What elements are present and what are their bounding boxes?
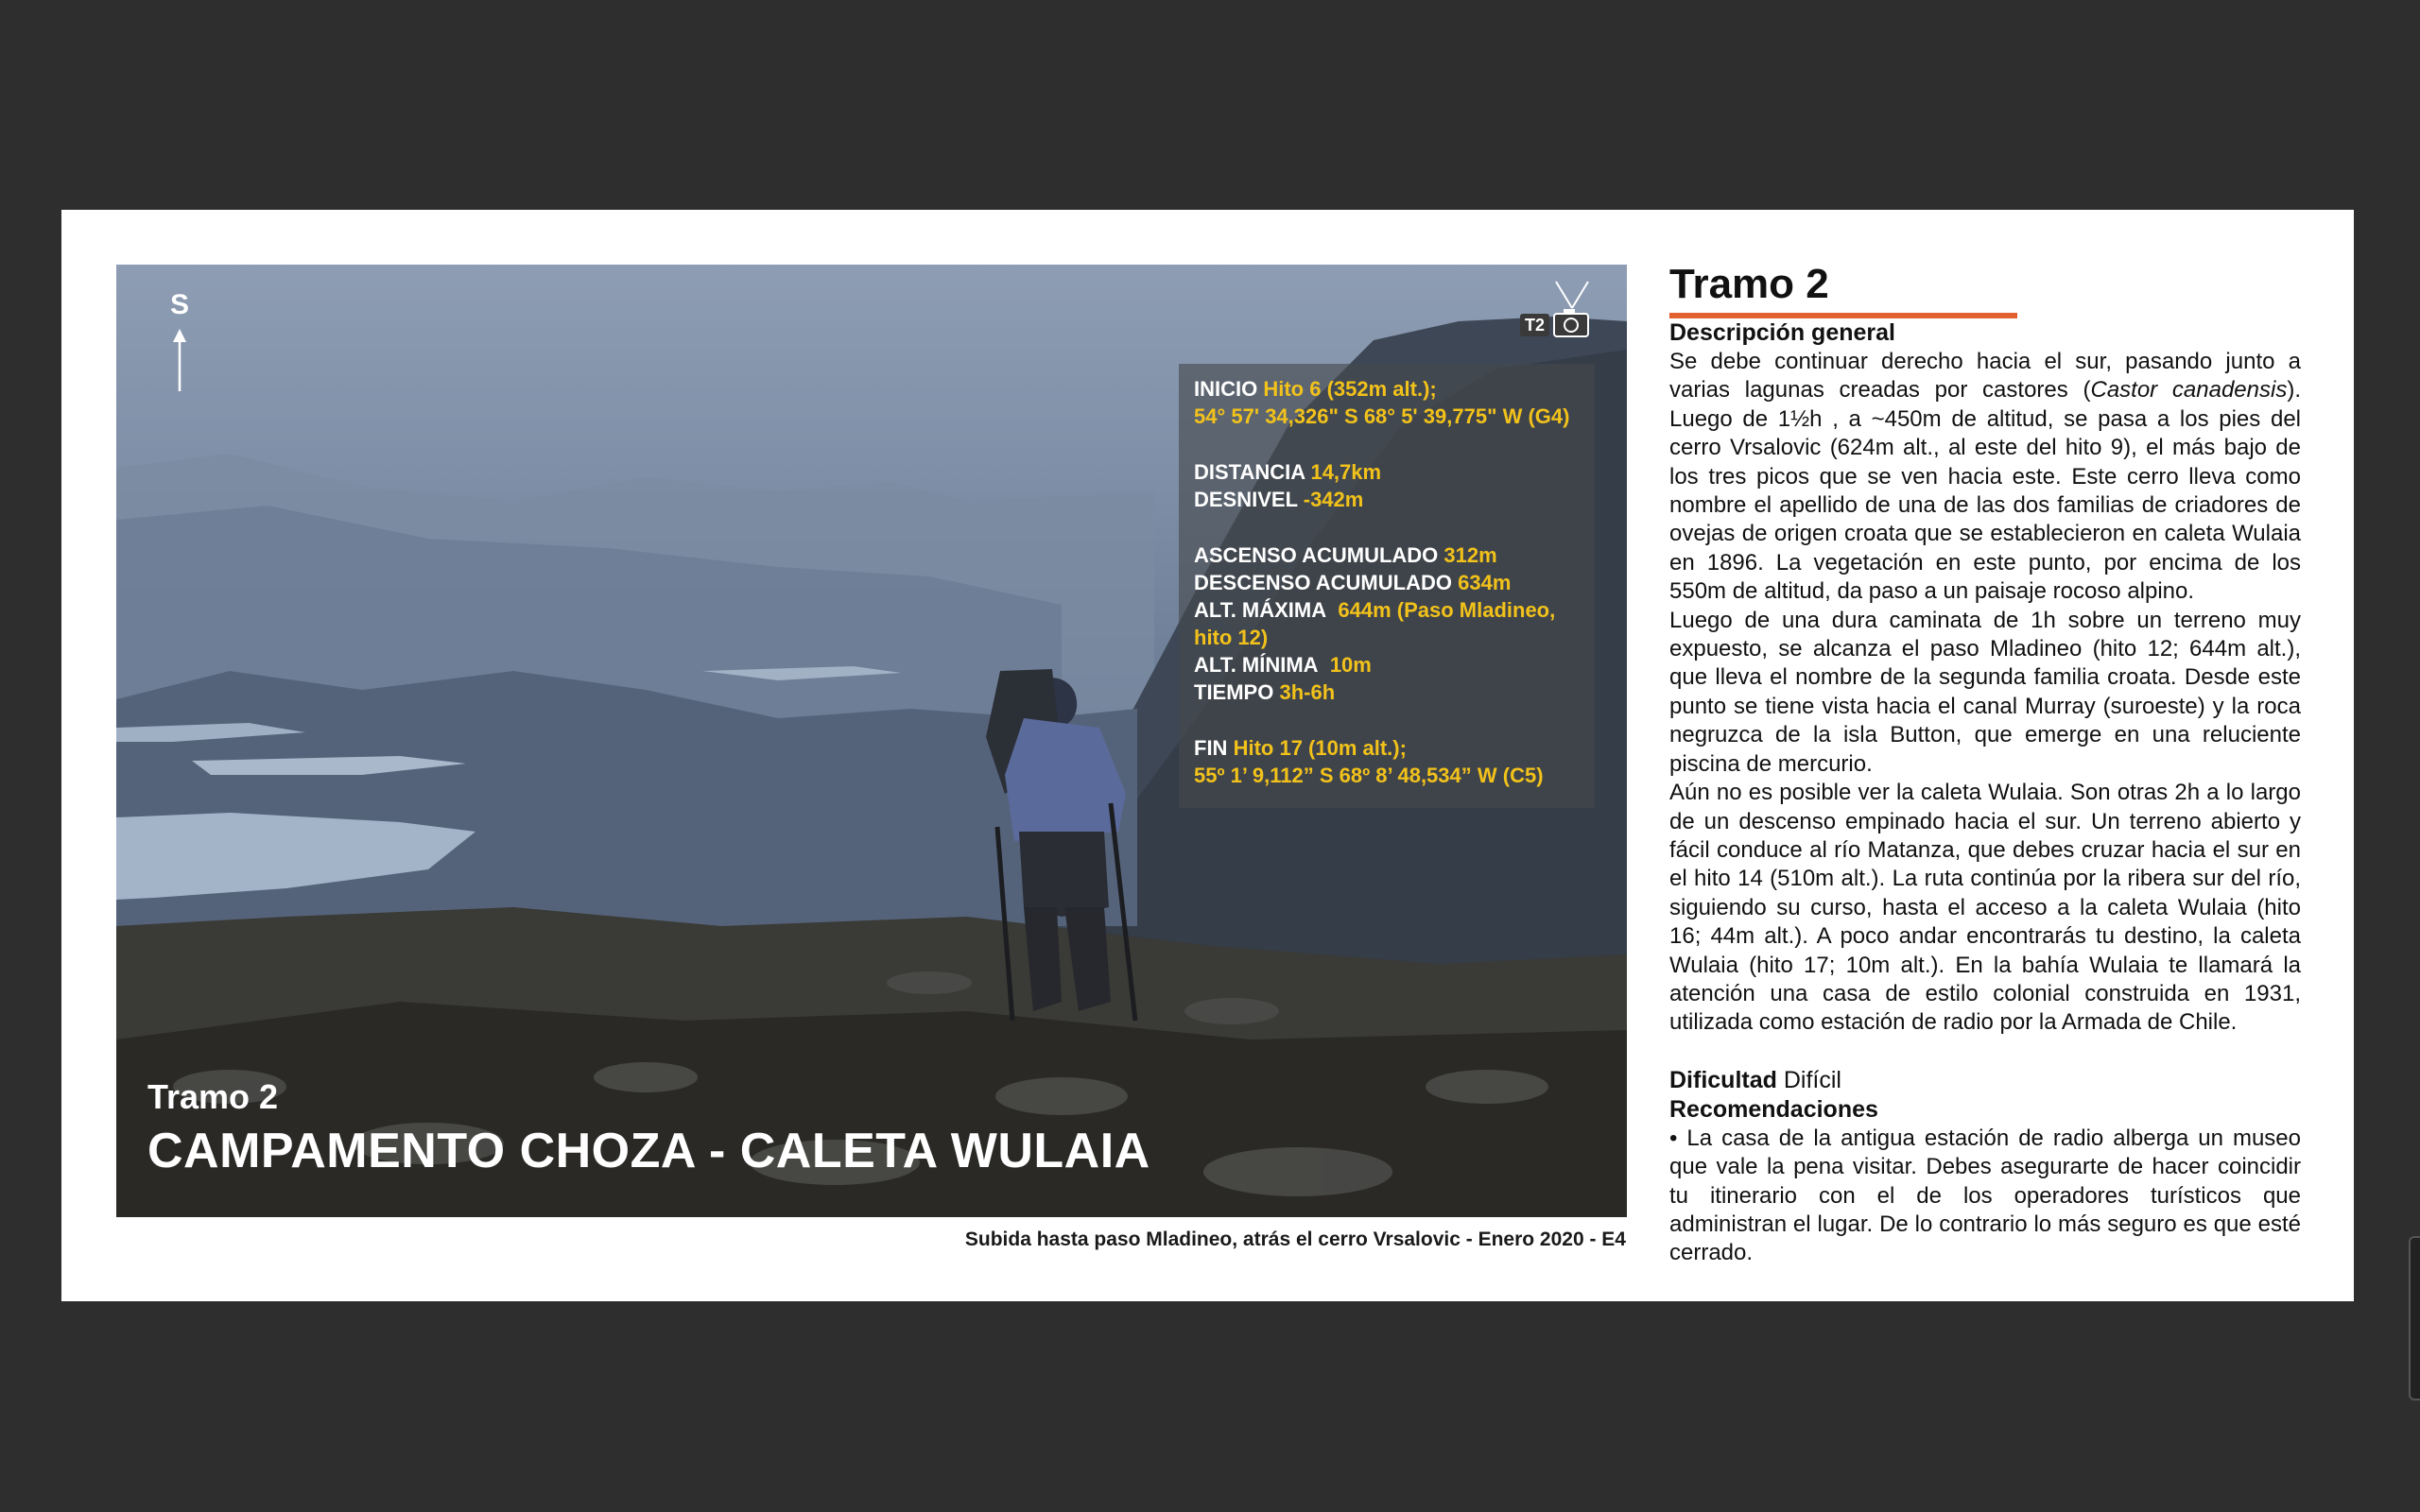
- altmax-line: ALT. MÁXIMA 644m (Paso Mladineo,: [1194, 598, 1556, 622]
- route-info-box: [1179, 364, 1595, 808]
- camera-icon: [1550, 280, 1594, 338]
- rec-paragraph: • La casa de la antigua estación de radio alberga un museo que vale la pena visitar. Debes asegurarte de hacer coincidir tu itinerario con el de los operadores turísticos que administran el lugar. De lo contrario lo más seguro es que esté cerrado.: [1669, 1125, 2301, 1266]
- ascenso-line: ASCENSO ACUMULADO 312m: [1194, 543, 1497, 567]
- desnivel-line: DESNIVEL -342m: [1194, 488, 1364, 511]
- rec-heading: Recomendaciones: [1669, 1095, 1878, 1123]
- north-indicator: [165, 289, 194, 391]
- desc-paragraph-2: Luego de una dura caminata de 1h sobre un terreno muy expuesto, se alcanza el paso Mladineo (hito 12; 644m alt.), que lleva el nombre de la segunda familia croata. Desde este punto se tiene vista hacia el canal Murray (suroeste) y la roca negruzca de la isla Button, que emerge en una reluciente piscina de mercurio.: [1669, 607, 2301, 777]
- section-heading: Tramo 2: [1669, 261, 1829, 307]
- text-column: [1669, 260, 2301, 1268]
- difficulty: Dificultad Difícil: [1669, 1066, 1841, 1093]
- photo-title-main: CAMPAMENTO CHOZA - CALETA WULAIA: [147, 1124, 1150, 1178]
- desc-paragraph-3: Aún no es posible ver la caleta Wulaia. Son otras 2h a lo largo de un descenso empinado hacia el sur. Un terreno abierto y fácil conduce al río Matanza, que debes cruzar hacia el sur en el hito 14 (510m alt.). La ruta continúa por la ribera sur del río, siguiendo su curso, hasta el acceso a la caleta Wulaia (hito 16; 44m alt.). A poco andar encontrarás tu destino, la caleta Wulaia (hito 17; 10m alt.). En la bahía Wulaia te llamará la atención una casa de estilo colonial construida en 1931, utilizada como estación de radio por la Armada de Chile.: [1669, 780, 2301, 1036]
- distancia-line: DISTANCIA 14,7km: [1194, 460, 1382, 484]
- fin-line: FIN Hito 17 (10m alt.);: [1194, 736, 1407, 760]
- photo-title: [147, 1077, 1150, 1179]
- fin-coords: 55º 1’ 9,112” S 68º 8’ 48,534” W (C5): [1194, 764, 1544, 787]
- altmax-line2: hito 12): [1194, 626, 1269, 649]
- scrollbar-handle[interactable]: [2409, 1236, 2420, 1400]
- photo-caption: Subida hasta paso Mladineo, atrás el cerro Vrsalovic - Enero 2020 - E4: [964, 1228, 1626, 1250]
- desc-paragraph-1: Se debe continuar derecho hacia el sur, pasando junto a varias lagunas creadas por castores (Castor canadensis). Luego de 1½h , a ~450m de altitud, se pasa a los pies del cerro Vrsalovic (624m alt., al este del hito 9), el más bajo de los tres picos que se ven hacia este. Este cerro lleva como nombre el apellido de una de las dos familias de criadores de ovejas de origen croata que se establecieron en caleta Wulaia en 1896. La vegetación en este punto, por encima de los 550m de altitud, da paso a un paisaje rocoso alpino.: [1669, 349, 2301, 605]
- desc-heading: Descripción general: [1669, 319, 1895, 346]
- hiker-photo: [116, 265, 1627, 1217]
- arrow-up-icon: [172, 329, 187, 391]
- inicio-line: INICIO Hito 6 (352m alt.);: [1194, 377, 1437, 401]
- north-label: S: [169, 289, 189, 320]
- descenso-line: DESCENSO ACUMULADO 634m: [1194, 571, 1512, 594]
- section-badge: T2: [1520, 314, 1549, 336]
- inicio-coords: 54° 57' 34,326" S 68° 5' 39,775" W (G4): [1194, 404, 1570, 428]
- tiempo-line: TIEMPO 3h-6h: [1194, 680, 1336, 704]
- photo-title-sub: Tramo 2: [147, 1077, 279, 1116]
- altmin-line: ALT. MÍNIMA 10m: [1194, 653, 1372, 677]
